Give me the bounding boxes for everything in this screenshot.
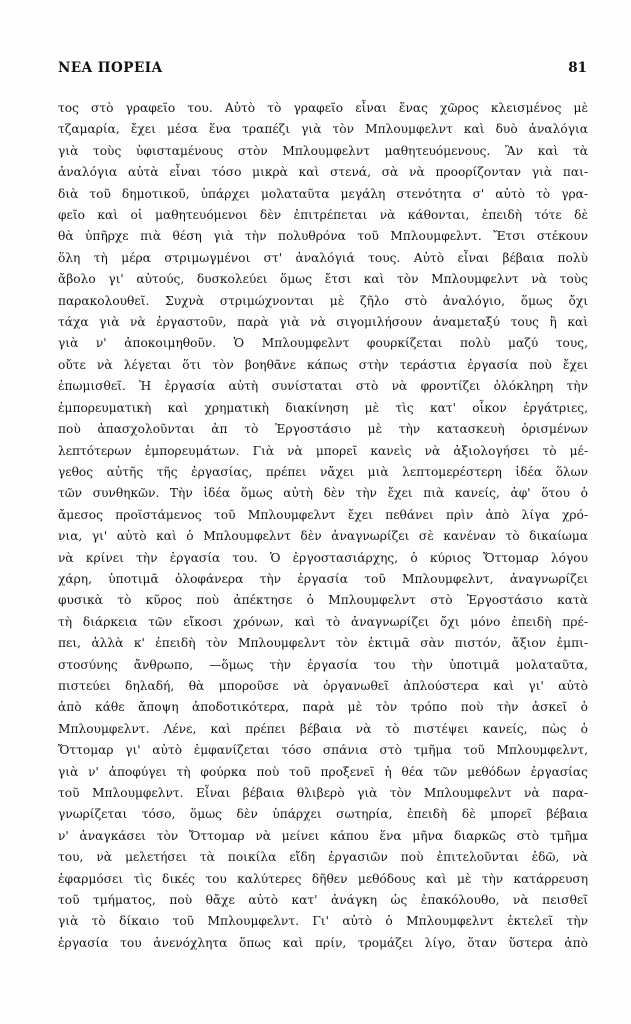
text-line: φεῖο καὶ οἱ μαθητευόμενοι δὲν ἐπιτρέπεται νὰ κάθονται, ἐπειδὴ τότε δὲ: [58, 208, 588, 223]
text-line: ἐργασία του ἀνενόχλητα ὅπως καὶ πρίν, τρομάζει λίγο, ὅταν ὕστερα ἀπὸ: [58, 935, 588, 950]
text-line: πει, ἀλλὰ κ' ἐπειδὴ τὸν Μπλουμφελντ τὸν ἐκτιμᾶ σὰν πιστόν, ἄξιον ἐμπι-: [58, 636, 588, 651]
text-line: γιὰ τὸ δίκαιο τοῦ Μπλουμφελντ. Γι' αὐτὸ ὁ Μπλουμφελντ ἐκτελεῖ τὴν: [58, 914, 588, 929]
text-line: τος στὸ γραφεῖο του. Αὐτὸ τὸ γραφεῖο εἶναι ἕνας χῶρος κλεισμένος μὲ: [58, 101, 588, 115]
text-line: ὅλη τὴ μέρα στριμωγμένοι στ' ἀναλόγιά τους. Αὐτὸ εἶναι βέβαια πολὺ: [58, 250, 588, 265]
text-line: πιστεύει δηλαδή, θὰ μποροῦσε νὰ ὀργανωθεῖ ἁπλούστερα καὶ γι' αὐτὸ: [58, 678, 588, 693]
text-line: παρακολουθεῖ. Συχνὰ στριμώχνονται μὲ ζῆλο στὸ ἀναλόγιο, ὅμως ὄχι: [58, 293, 588, 308]
page-number: 81: [568, 60, 587, 76]
text-line: τάχα γιὰ νὰ ἐργαστοῦν, παρὰ γιὰ νὰ σιγομιλήσουν ἀναμεταξύ τους ἢ καὶ: [58, 315, 588, 330]
text-line: διὰ τοῦ δημοτικοῦ, ὑπάρχει μολαταῦτα μεγάλη στενότητα σ' αὐτὸ τὸ γρα-: [58, 186, 588, 201]
text-line: χάρη, ὑποτιμᾶ ὁλοφάνερα τὴν ἐργασία τοῦ Μπλουμφελντ, ἀναγνωρίζει: [58, 571, 588, 586]
text-line: τῶν συνθηκῶν. Τὴν ἰδέα ὅμως αὐτὴ δὲν τὴν ἔχει πιὰ κανείς, ἀφ' ὅτου ὁ: [58, 486, 588, 501]
text-line: ἄμεσος προϊστάμενος τοῦ Μπλουμφελντ ἔχει πεθάνει πρὶν ἀπὸ λίγα χρό-: [58, 507, 588, 522]
running-head: [58, 60, 587, 82]
text-line: φυσικὰ τὸ κῦρος ποὺ ἀπέκτησε ὁ Μπλουμφελντ στὸ Ἐργοστάσιο κατὰ: [58, 593, 588, 608]
text-line: γιὰ ν' ἀποφύγει τὴ φούρκα ποὺ τοῦ προξενεῖ ἡ θέα τῶν μεθόδων ἐργασίας: [58, 764, 588, 779]
text-line: θὰ ὑπῆρχε πιὰ θέση γιὰ τὴν πολυθρόνα τοῦ Μπλουμφελντ. Ἔτσι στέκουν: [58, 229, 588, 244]
text-line: γνωρίζεται τόσο, ὅμως δὲν ὑπάρχει σωτηρία, ἐπειδὴ δὲ μπορεῖ βέβαια: [58, 807, 588, 822]
text-line: Μπλουμφελντ. Λένε, καὶ πρέπει βέβαια νὰ τὸ πιστέψει κανείς, πὼς ὁ: [58, 721, 588, 736]
text-line: γιὰ ν' ἀποκοιμηθοῦν. Ὁ Μπλουμφελντ φουρκίζεται πολὺ μαζύ τους,: [58, 336, 588, 351]
text-line: τὴ διάρκεια τῶν εἴκοσι χρόνων, καὶ τὸ ἀναγνωρίζει ὄχι μόνο ἐπειδὴ πρέ-: [58, 614, 588, 629]
body-text: [58, 98, 588, 954]
text-line: ν' ἀναγκάσει τὸν Ὄττομαρ νὰ μείνει κάπου ἕνα μῆνα διαρκῶς στὸ τμῆμα: [58, 828, 588, 843]
text-line: ἐφαρμόσει τὶς δικές του καλύτερες δῆθεν μεθόδους καὶ μὲ τὴν κατάρρευση: [58, 871, 588, 886]
text-line: ἐπωμισθεῖ. Ἡ ἐργασία αὐτὴ συνίσταται στὸ νὰ φροντίζει ὁλόκληρη τὴν: [58, 379, 588, 394]
text-line: νὰ κρίνει τὴν ἐργασία του. Ὁ ἐργοστασιάρχης, ὁ κύριος Ὄττομαρ λόγου: [58, 550, 588, 565]
text-line: στοσύνης ἄνθρωπο, —ὅμως τὴν ἐργασία του τὴν ὑποτιμᾶ μολαταῦτα,: [58, 657, 588, 672]
text-line: του, νὰ μελετήσει τὰ ποικίλα εἴδη ἐργασιῶν ποὺ ἐπιτελοῦνται ἐδῶ, νὰ: [58, 850, 588, 865]
text-line: λεπτότερων ἐμπορευμάτων. Γιὰ νὰ μπορεῖ κανεὶς νὰ ἀξιολογήσει τὸ μέ-: [58, 443, 588, 458]
text-line: ἀναλόγια αὐτὰ εἶναι τόσο μικρὰ καὶ στενά, σὰ νὰ προορίζονταν γιὰ παι-: [58, 165, 588, 180]
text-line: τοῦ τμήματος, ποὺ θἄχε αὐτὸ κατ' ἀνάγκη ὡς ἐπακόλουθο, νὰ πεισθεῖ: [58, 893, 588, 908]
text-line: τοῦ Μπλουμφελντ. Εἶναι βέβαια θλιβερὸ γιὰ τὸν Μπλουμφελντ νὰ παρα-: [58, 786, 588, 800]
text-line: οὔτε νὰ λέγεται ὅτι τὸν βοηθᾶνε κάπως στὴν τεράστια ἐργασία ποὺ ἔχει: [58, 357, 588, 372]
text-line: Ὄττομαρ γι' αὐτὸ ἐμφανίζεται τόσο σπάνια στὸ τμῆμα τοῦ Μπλουμφελντ,: [58, 743, 588, 758]
text-line: ποὺ ἀπασχολοῦνται ἀπ τὸ Ἐργοστάσιο μὲ τὴν κατασκευὴ ὁρισμένων: [58, 422, 588, 437]
text-line: νια, γι' αὐτὸ καὶ ὁ Μπλουμφελντ δὲν ἀναγνωρίζει σὲ κανέναν τὸ δικαίωμα: [58, 529, 588, 544]
text-line: ἀπὸ κάθε ἄποψη ἀποδοτικότερα, παρὰ μὲ τὸν τρόπο ποὺ τὴν ἀσκεῖ ὁ: [58, 700, 588, 715]
journal-title: ΝΕΑ ΠΟΡΕΙΑ: [58, 60, 163, 76]
text-line: τζαμαρία, ἔχει μέσα ἕνα τραπέζι γιὰ τὸν Μπλουμφελντ καὶ δυὸ ἀναλόγια: [58, 122, 588, 137]
text-line: γιὰ τοὺς ὑφισταμένους στὸν Μπλουμφελντ μαθητευόμενους. Ἂν καὶ τὰ: [58, 143, 588, 158]
text-line: ἐμπορευματικὴ καὶ χρηματικὴ διακίνηση μὲ τὶς κατ' οἶκον ἐργάτριες,: [58, 400, 588, 415]
text-line: ἄβολο γι' αὐτούς, δυσκολεύει ὅμως ἔτσι καὶ τὸν Μπλουμφελντ νὰ τοὺς: [58, 272, 588, 287]
text-line: γεθος αὐτῆς τῆς ἐργασίας, πρέπει νἄχει μιὰ λεπτομερέστερη ἰδέα ὅλων: [58, 464, 588, 479]
